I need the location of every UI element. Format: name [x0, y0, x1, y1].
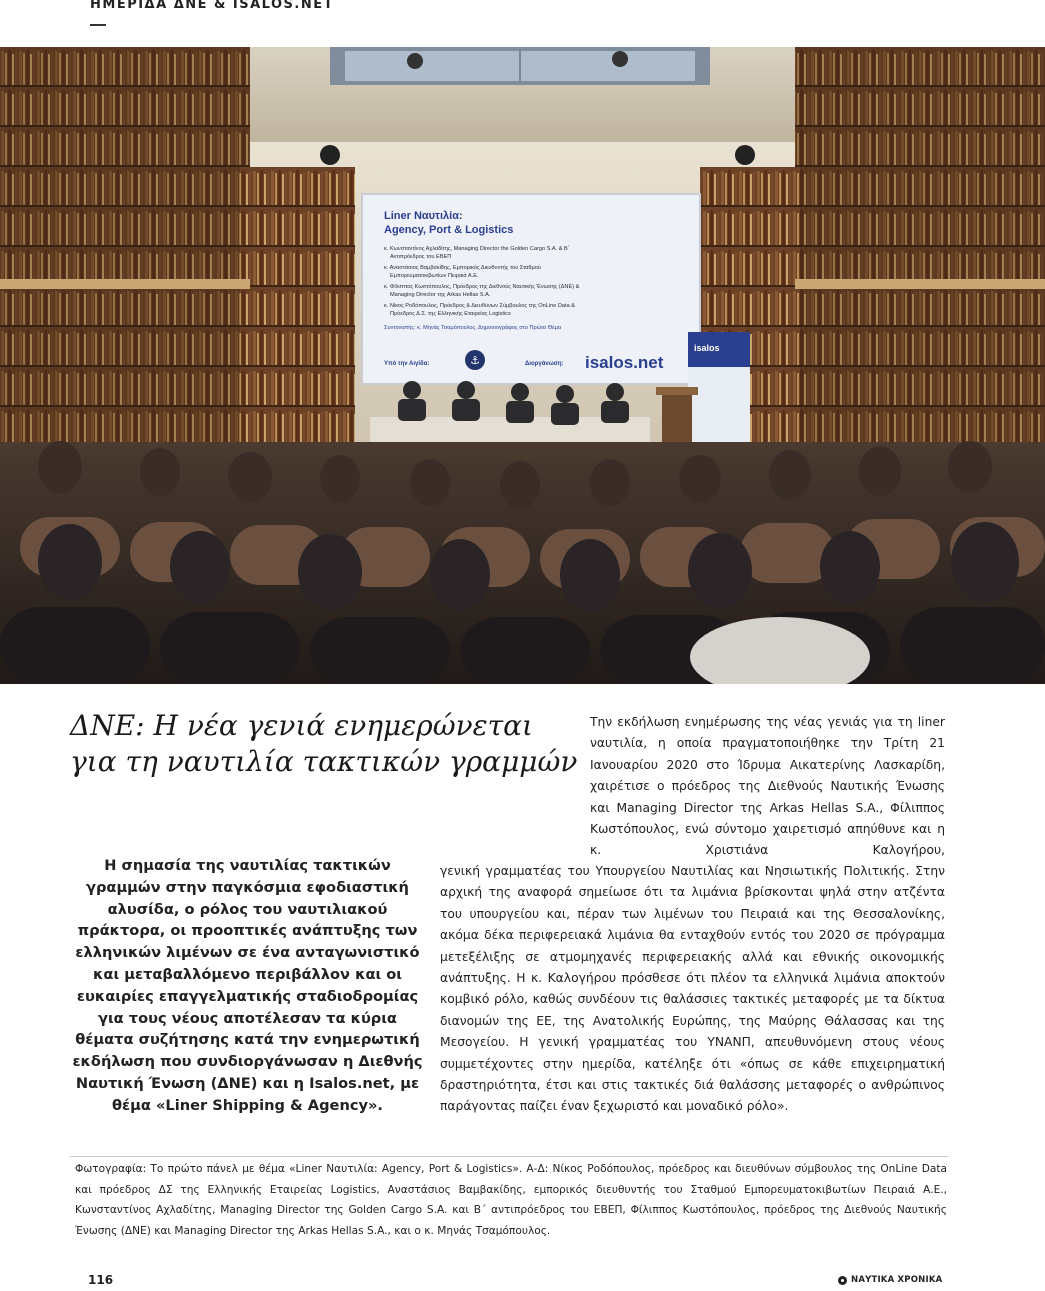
screen-line: Managing Director της Arkas Hellas S.A. — [390, 292, 491, 298]
svg-text:⚓: ⚓ — [470, 354, 480, 367]
caption-divider — [70, 1156, 948, 1157]
screen-line: Πρόεδρος Δ.Σ. της Ελληνικής Εταιρείας Logistics — [390, 311, 511, 317]
article-body-top: Την εκδήλωση ενημέρωσης της νέας γενιάς για τη liner ναυτιλία, η οποία πραγματοποιήθηκε την Τρίτη 21 Ιανουαρίου 2020 στο Ίδρυμα Αικατερίνης Λασκαρίδη, χαιρέτισε ο πρόεδρος της Διεθνούς Ναυτικής Ένωσης και Managing Director της Arkas Hellas S.A., Φίλιππος Κωστόπουλος, ενώ σύντομο χαιρετισμό απηύθυνε και η κ. Χριστιάνα Καλογήρου, — [590, 715, 945, 858]
projection-screen — [362, 194, 700, 384]
screen-line: Εμπορευματοκιβωτίων Πειραιά Α.Ε. — [390, 273, 479, 279]
screen-organizer-label: Διοργάνωση: — [525, 361, 564, 367]
section-kicker: ΗΜΕΡΙΔΑ ΔΝΕ & ISALOS.NET — [90, 0, 334, 12]
screen-organizer-logo: isalos.net — [585, 353, 664, 372]
conference-hall-illustration — [0, 47, 1045, 684]
brand-logo-icon — [838, 1276, 847, 1285]
screen-line: κ. Φίλιππος Κωστόπουλος, Πρόεδρος της Διεθνούς Ναυτικής Ένωσης (ΔΝΕ) & — [384, 284, 580, 290]
article-lede: Η σημασία της ναυτιλίας τακτικών γραμμών στην παγκόσμια εφοδιαστική αλυσίδα, ο ρόλος του ναυτιλιακού πράκτορα, οι προοπτικές ανάπτυξης των ελληνικών λιμένων σε ένα ανταγωνιστικό και μεταβαλλόμενο περιβάλλον και οι ευκαιρίες επαγγελματικής σταδιοδρομίας για τους νέους αποτέλεσαν τα κύρια θέματα συζήτησης κατά την ενημερωτική εκδήλωση που συνδιοργάνωσαν η Διεθνής Ναυτική Ένωση (ΔΝΕ) και η Isalos.net, με θέμα «Liner Shipping & Agency». — [72, 857, 423, 1114]
kicker-divider — [90, 24, 106, 26]
banner-logo: isalos — [694, 343, 720, 353]
page-number: 116 — [88, 1273, 114, 1287]
photo-caption: Φωτογραφία: Το πρώτο πάνελ με θέμα «Liner Ναυτιλία: Agency, Port & Logistics». Α-Δ: Νίκος Ροδόπουλος, πρόεδρος και διευθύνων σύμβουλος της OnLine Data και πρόεδρος ΔΣ της Ελληνικής Εταιρείας Logistics, Αναστάσιος Βαμβακίδης, εμπορικός διευθυντής του Σταθμού Εμπορευματοκιβωτίων Πειραιά Α.Ε., Κωνσταντίνος Αχλαδίτης, Managing Director της Golden Cargo S.A. και Β΄ αντιπρόεδρος του ΕΒΕΠ, Φίλιππος Κωστόπουλος, πρόεδρος της Διεθνούς Ναυτικής Ένωσης (ΔΝΕ) και Managing Director της Arkas Hellas S.A., και ο κ. Μηνάς Τσαμόπουλος. — [75, 1163, 947, 1237]
screen-line: Συντονιστής: κ. Μηνάς Τσαμόπουλος, Δημοσιογράφος στο Πρώτο Θέμα — [384, 325, 562, 331]
screen-title-1: Liner Ναυτιλία: — [384, 210, 463, 222]
screen-line: κ. Κωνσταντίνος Αχλαδίτης, Managing Director the Golden Cargo S.A. & Β΄ — [384, 246, 570, 252]
screen-title-2: Agency, Port & Logistics — [384, 224, 514, 236]
publication-brand — [838, 1275, 942, 1285]
event-photo — [0, 47, 1045, 684]
article-body-bottom: γενική γραμματέας του Υπουργείου Ναυτιλίας και Νησιωτικής Πολιτικής. Στην αρχική της αναφορά σημείωσε ότι τα λιμάνια βρίσκονται ψηλά στην ατζέντα του υπουργείου και, πέραν των λιμένων του Πειραιά και της Θεσσαλονίκης, ακόμα δέκα περιφερειακά λιμάνια θα ενταχθούν εντός του 2020 σε πρόγραμμα μετεξέλιξης σε ατμομηχανές περιφερειακής αλλά και εθνικής οικονομικής ανάπτυξης. Η κ. Καλογήρου πρόσθεσε ότι πλέον τα ελληνικά λιμάνια αποκτούν κομβικό ρόλο, καθώς συνδέουν τις θαλάσσιες τακτικές μεταφορές με τα δίκτυα διανομών της ΕΕ, της Ανατολικής Ευρώπης, της Μαύρης Θάλασσας και της Μεσογείου. Η γενική γραμματέας του ΥΝΑΝΠ, απευθυνόμενη στους νέους συμμετέχοντες στην ημερίδα, κατέληξε ότι «όπως σε κάθε επιχειρηματική δραστηριότητα, έτσι και στις τακτικές διά θαλάσσης μεταφορές ο ανθρώπινος παράγοντας παίζει έναν ξεχωριστό και μοναδικό ρόλο». — [440, 864, 945, 1114]
screen-aegis-label: Υπό την Αιγίδα: — [384, 361, 430, 367]
screen-line: Αντιπρόεδρος του ΕΒΕΠ — [390, 254, 452, 260]
article-title: ΔΝΕ: Η νέα γενιά ενημερώνεται για τη ναυτιλία τακτικών γραμμών — [70, 709, 578, 778]
screen-line: κ. Αναστάσιος Βαμβακίδης, Εμπορικός Διευθυντής του Σταθμού — [384, 265, 541, 271]
screen-line: κ. Νίκος Ροδόπουλος, Πρόεδρος & Διευθύνων Σύμβουλος της OnLine Data & — [384, 303, 575, 309]
publication-name: ΝΑΥΤΙΚΑ ΧΡΟΝΙΚΑ — [851, 1275, 943, 1285]
